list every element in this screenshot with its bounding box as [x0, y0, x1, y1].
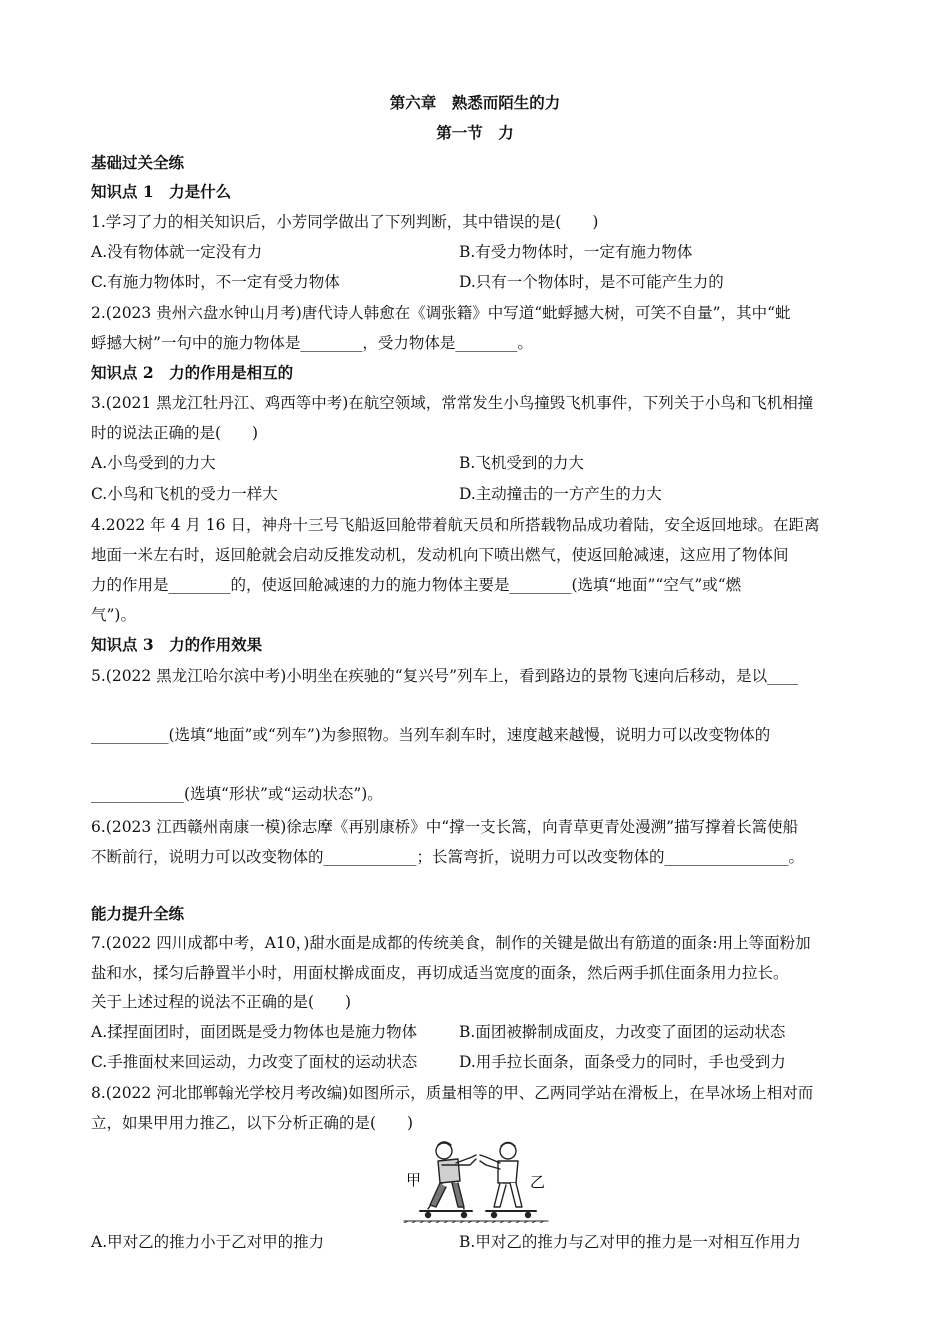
q4-line4: 气”)。: [91, 606, 136, 624]
q3-option-a: A.小鸟受到的力大: [91, 454, 216, 472]
q1-option-a: A.没有物体就一定没有力: [91, 243, 263, 261]
q7-line3: 关于上述过程的说法不正确的是( ): [91, 993, 352, 1011]
kp1-heading: 知识点 1 力是什么: [91, 182, 232, 201]
q1-option-b: B.有受力物体时，一定有施力物体: [459, 243, 693, 261]
skateboard-yi: [486, 1211, 536, 1218]
q4-line3: 力的作用是________的，使返回舱减速的力的施力物体主要是________(选填“地面”“空气”或“燃: [91, 576, 742, 594]
q7-line2: 盐和水，揉匀后静置半小时，用面杖擀成面皮，再切成适当宽度的面条，然后两手抓住面条用力拉长。: [91, 964, 789, 982]
person-yi: [480, 1143, 522, 1208]
q5-line2: __________(选填“地面”或“列车”)为参照物。当列车刹车时，速度越来越慢，说明力可以改变物体的: [91, 726, 771, 744]
q4-line1: 4.2022 年 4 月 16 日，神舟十三号飞船返回舱带着航天员和所搭载物品成功着陆，安全返回地球。在距离: [91, 516, 820, 534]
q2-line2: 蜉撼大树”一句中的施力物体是________，受力物体是________。: [91, 334, 533, 352]
q8-line2: 立，如果甲用力推乙，以下分析正确的是( ): [91, 1114, 414, 1132]
q8-option-b: B.甲对乙的推力与乙对甲的推力是一对相互作用力: [459, 1233, 801, 1251]
person-jia: [428, 1142, 476, 1209]
q8-option-a: A.甲对乙的推力小于乙对甲的推力: [91, 1233, 325, 1251]
q5-line1: 5.(2022 黑龙江哈尔滨中考)小明坐在疾驰的“复兴号”列车上，看到路边的景物飞速向后移动，是以____: [91, 667, 799, 685]
skateboard-jia: [420, 1211, 472, 1218]
q7-option-b: B.面团被擀制成面皮，力改变了面团的运动状态: [459, 1023, 786, 1041]
label-yi: 乙: [530, 1173, 546, 1191]
part1-heading: 基础过关全练: [91, 153, 185, 172]
q6-line2: 不断前行，说明力可以改变物体的____________；长篙弯折，说明力可以改变物体的________________。: [91, 848, 805, 866]
q3-line1: 3.(2021 黑龙江牡丹江、鸡西等中考)在航空领域，常常发生小鸟撞毁飞机事件，下列关于小鸟和飞机相撞: [91, 394, 814, 412]
part2-heading: 能力提升全练: [91, 904, 185, 923]
chapter-title: 第六章 熟悉而陌生的力: [389, 93, 561, 112]
q1-option-c: C.有施力物体时，不一定有受力物体: [91, 273, 340, 291]
q3-option-d: D.主动撞击的一方产生的力大: [459, 485, 662, 503]
skaters-figure: [402, 1135, 550, 1223]
label-jia: 甲: [406, 1171, 422, 1189]
q2-line1: 2.(2023 贵州六盘水钟山月考)唐代诗人韩愈在《调张籍》中写道“蚍蜉撼大树，可笑不自量”，其中“蚍: [91, 304, 791, 322]
q7-option-a: A.揉捏面团时，面团既是受力物体也是施力物体: [91, 1023, 418, 1041]
q5-line3: ____________(选填“形状”或“运动状态”)。: [91, 785, 383, 803]
q3-option-b: B.飞机受到的力大: [459, 454, 584, 472]
q3-line2: 时的说法正确的是( ): [91, 424, 259, 442]
q4-line2: 地面一米左右时，返回舱就会启动反推发动机，发动机向下喷出燃气，使返回舱减速，这应用了物体间: [91, 546, 789, 564]
q6-line1: 6.(2023 江西赣州南康一模)徐志摩《再别康桥》中“撑一支长篙，向青草更青处漫溯”描写撑着长篙使船: [91, 818, 799, 836]
q3-option-c: C.小鸟和飞机的受力一样大: [91, 485, 278, 503]
q7-option-c: C.手推面杖来回运动，力改变了面杖的运动状态: [91, 1053, 418, 1071]
q1-stem: 1.学习了力的相关知识后，小芳同学做出了下列判断，其中错误的是( ): [91, 213, 599, 231]
section-title: 第一节 力: [436, 123, 514, 142]
q7-line1: 7.(2022 四川成都中考，A10，)甜水面是成都的传统美食，制作的关键是做出有筋道的面条:用上等面粉加: [91, 934, 811, 952]
q7-option-d: D.用手拉长面条，面条受力的同时，手也受到力: [459, 1053, 786, 1071]
kp3-heading: 知识点 3 力的作用效果: [91, 635, 263, 654]
q8-line1: 8.(2022 河北邯郸翰光学校月考改编)如图所示，质量相等的甲、乙两同学站在滑板上，在旱冰场上相对而: [91, 1084, 814, 1102]
q1-option-d: D.只有一个物体时，是不可能产生力的: [459, 273, 724, 291]
kp2-heading: 知识点 2 力的作用是相互的: [91, 363, 294, 382]
